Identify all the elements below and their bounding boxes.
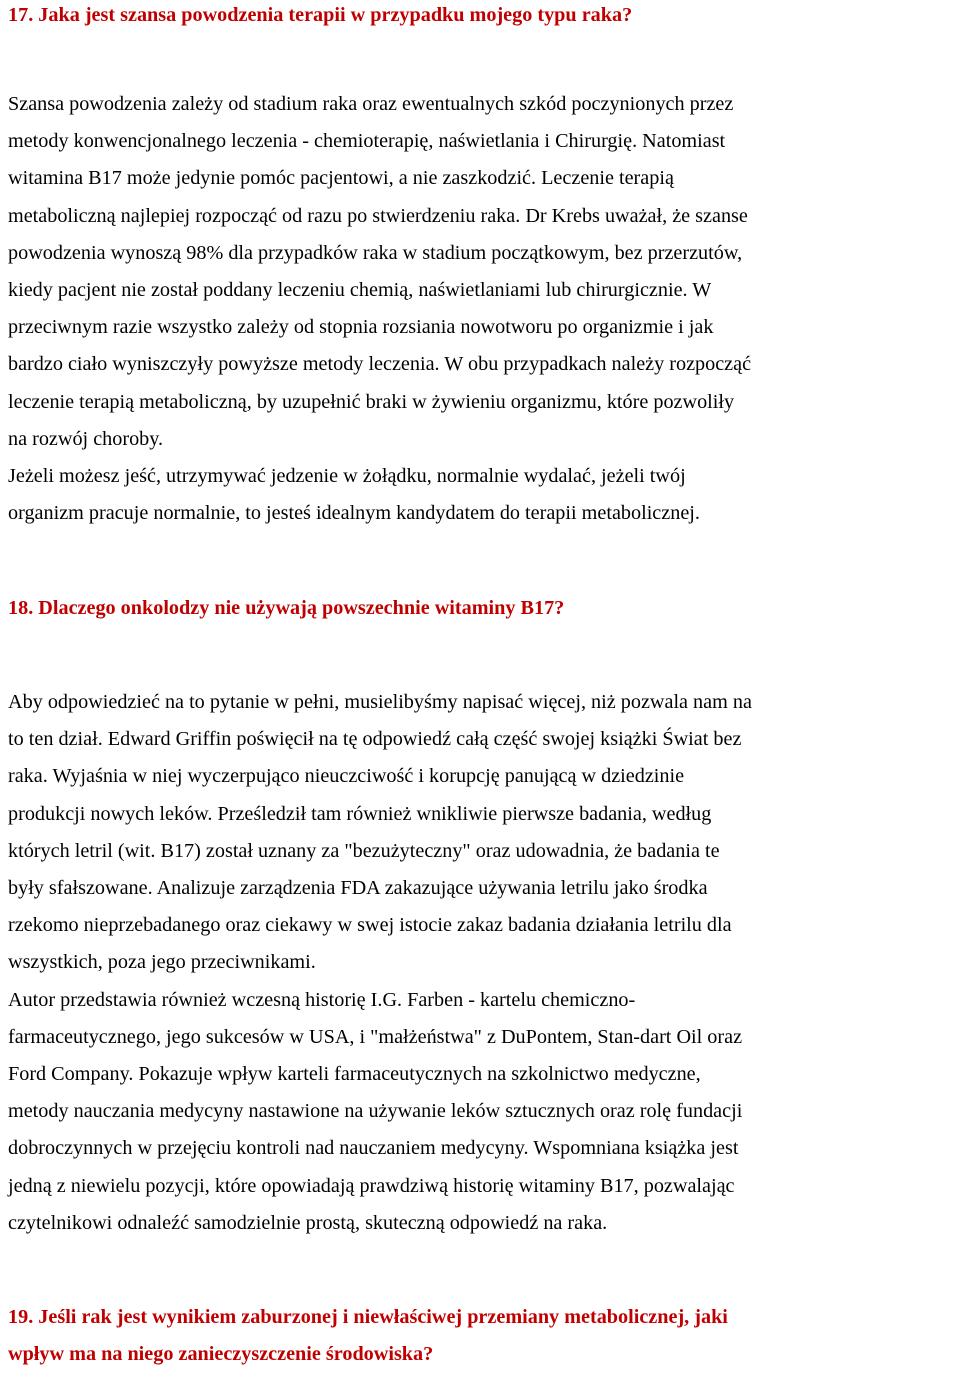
body-line: metaboliczną najlepiej rozpocząć od razu po stwierdzeniu raka. Dr Krebs uważał, że szanse [8, 204, 748, 227]
section-17-body [8, 86, 960, 532]
body-line: Jeżeli możesz jeść, utrzymywać jedzenie w żołądku, normalnie wydalać, jeżeli twój [8, 465, 686, 488]
body-line: bardzo ciało wyniszczyły powyższe metody leczenia. W obu przypadkach należy rozpocząć [8, 353, 752, 376]
body-line: których letril (wit. B17) został uznany za "bezużyteczny" oraz udowadnia, że badania te [8, 839, 720, 862]
body-line: czytelnikowi odnaleźć samodzielnie prostą, skuteczną odpowiedź na raka. [8, 1211, 608, 1234]
heading-line: wpływ ma na niego zanieczyszczenie środowiska? [8, 1343, 434, 1366]
section-18-heading: 18. Dlaczego onkolodzy nie używają powszechnie witaminy B17? [8, 597, 565, 619]
body-line: raka. Wyjaśnia w niej wyczerpująco nieuczciwość i korupcję panującą w dziedzinie [8, 765, 685, 788]
body-line: farmaceutycznego, jego sukcesów w USA, i "małżeństwa" z DuPontem, Stan-dart Oil oraz [8, 1025, 743, 1048]
body-line: Szansa powodzenia zależy od stadium raka oraz ewentualnych szkód poczynionych przez [8, 93, 734, 115]
body-line: kiedy pacjent nie został poddany leczeniu chemią, naświetlaniami lub chirurgicznie. W [8, 279, 712, 302]
body-line: Aby odpowiedzieć na to pytanie w pełni, musielibyśmy napisać więcej, niż pozwala nam na [8, 691, 752, 713]
body-line: produkcji nowych leków. Prześledził tam również wnikliwie pierwsze badania, według [8, 802, 712, 825]
heading-line: 19. Jeśli rak jest wynikiem zaburzonej i niewłaściwej przemiany metabolicznej, jaki [8, 1306, 728, 1328]
section-19-heading [8, 1299, 958, 1373]
body-line: organizm pracuje normalnie, to jesteś idealnym kandydatem do terapii metabolicznej. [8, 502, 700, 525]
body-line: rzekomo nieprzebadanego oraz ciekawy w swej istocie zakaz badania działania letrilu dla [8, 914, 732, 937]
body-line: witamina B17 może jedynie pomóc pacjentowi, a nie zaszkodzić. Leczenie terapią [8, 167, 674, 190]
body-line: Ford Company. Pokazuje wpływ karteli farmaceutycznych na szkolnictwo medyczne, [8, 1063, 701, 1086]
body-line: to ten dział. Edward Griffin poświęcił na tę odpowiedź całą część swojej książki Świat bez [8, 728, 742, 751]
body-line: powodzenia wynoszą 98% dla przypadków raka w stadium początkowym, bez przerzutów, [8, 241, 743, 264]
body-line: były sfałszowane. Analizuje zarządzenia FDA zakazujące używania letrilu jako środka [8, 877, 708, 900]
body-line: wszystkich, poza jego przeciwnikami. [8, 951, 316, 974]
body-line: dobroczynnych w przejęciu kontroli nad nauczaniem medycyny. Wspomniana książka jest [8, 1137, 739, 1160]
body-line: metody konwencjonalnego leczenia - chemioterapię, naświetlania i Chirurgię. Natomiast [8, 130, 726, 153]
body-line: metody nauczania medycyny nastawione na używanie leków sztucznych oraz rolę fundacji [8, 1100, 743, 1123]
body-line: na rozwój choroby. [8, 427, 164, 450]
body-line: Autor przedstawia również wczesną historię I.G. Farben - kartelu chemiczno- [8, 988, 636, 1011]
section-17-heading: 17. Jaka jest szansa powodzenia terapii w przypadku mojego typu raka? [8, 4, 633, 26]
body-line: przeciwnym razie wszystko zależy od stopnia rozsiania nowotworu po organizmie i jak [8, 316, 714, 339]
section-18-body [8, 684, 960, 1242]
body-line: leczenie terapią metaboliczną, by uzupełnić braki w żywieniu organizmu, które pozwoliły [8, 390, 735, 413]
body-line: jedną z niewielu pozycji, które opowiadają prawdziwą historię witaminy B17, pozwalając [8, 1174, 735, 1197]
